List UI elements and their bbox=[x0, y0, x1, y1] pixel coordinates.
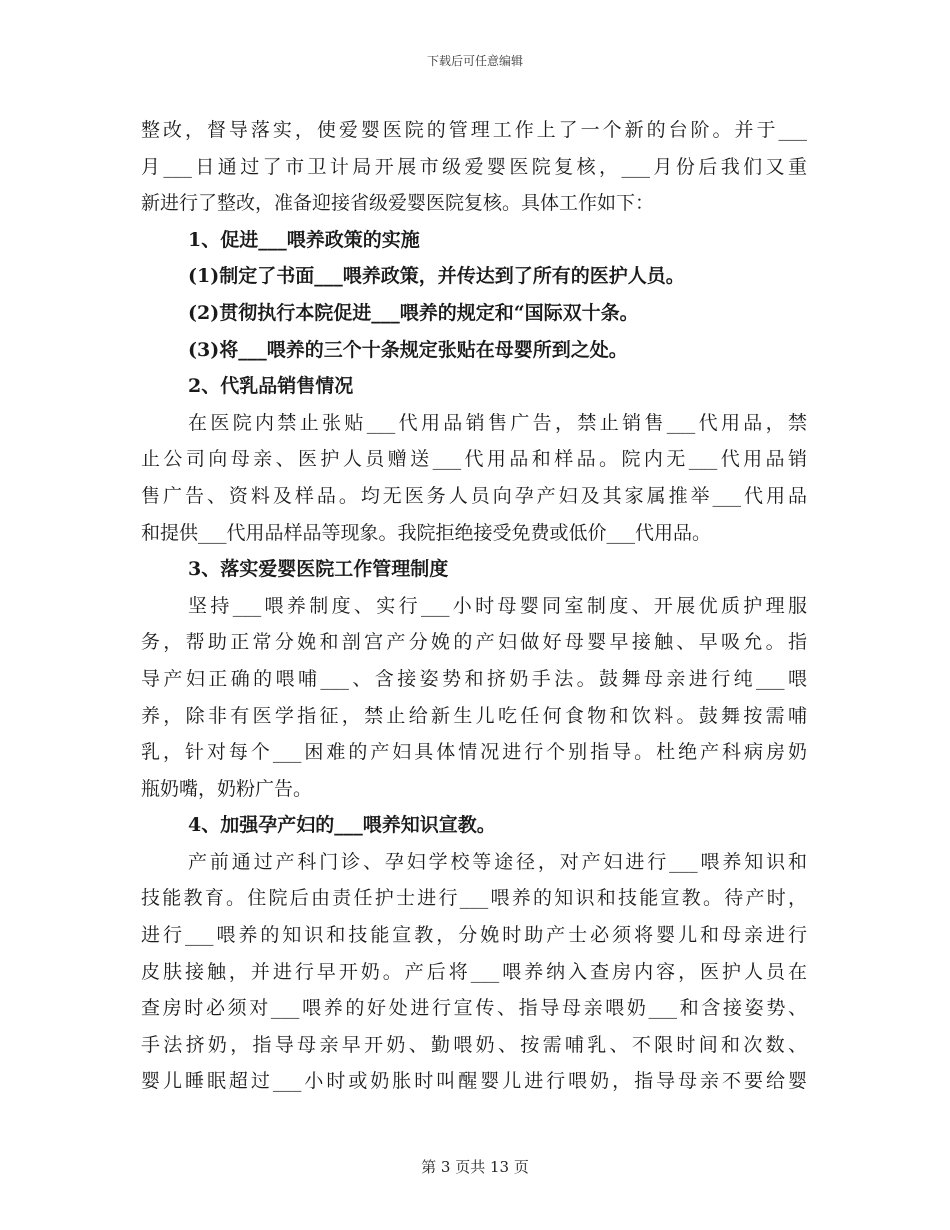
section-heading-4: 4、加强孕产妇的___喂养知识宣教。 bbox=[188, 814, 496, 837]
page-header: 下载后可任意编辑 bbox=[426, 54, 523, 68]
section-heading-2: 2、代乳品销售情况 bbox=[188, 375, 354, 398]
document-body bbox=[141, 112, 807, 1100]
paragraph-line: 查房时必须对___喂养的好处进行宣传、指导母亲喂奶___和含接姿势、 bbox=[141, 997, 807, 1020]
paragraph-line: 售广告、资料及样品。均无医务人员向孕产妇及其家属推举___代用品 bbox=[141, 484, 807, 507]
paragraph-line: 产前通过产科门诊、孕妇学校等途径，对产妇进行___喂养知识和 bbox=[188, 850, 807, 873]
paragraph-line: 婴儿睡眠超过___小时或奶胀时叫醒婴儿进行喂奶，指导母亲不要给婴 bbox=[141, 1070, 807, 1093]
paragraph-line: 乳，针对每个___困难的产妇具体情况进行个别指导。杜绝产科病房奶 bbox=[141, 741, 807, 764]
paragraph-line: 整改，督导落实，使爱婴医院的管理工作上了一个新的台阶。并于___ bbox=[141, 119, 807, 141]
paragraph-line: 务，帮助正常分娩和剖宫产分娩的产妇做好母婴早接触、早吸允。指 bbox=[141, 631, 807, 654]
paragraph-line: 新进行了整改，准备迎接省级爱婴医院复核。具体工作如下： bbox=[141, 192, 655, 215]
paragraph-line: 和提供___代用品样品等现象。我院拒绝接受免费或低价___代用品。 bbox=[141, 521, 712, 544]
section-heading-1: 1、促进___喂养政策的实施 bbox=[188, 228, 420, 251]
list-item-2: (2)贯彻执行本院促进___喂养的规定和“国际双十条。 bbox=[188, 301, 639, 324]
section-heading-3: 3、落实爱婴医院工作管理制度 bbox=[188, 558, 449, 581]
paragraph-line: 养，除非有医学指征，禁止给新生儿吃任何食物和饮料。鼓舞按需哺 bbox=[141, 704, 807, 727]
paragraph-line: 坚持___喂养制度、实行___小时母婴同室制度、开展优质护理服 bbox=[188, 594, 807, 617]
paragraph-line: 瓶奶嘴，奶粉广告。 bbox=[141, 777, 313, 800]
paragraph-line: 导产妇正确的喂哺___、含接姿势和挤奶手法。鼓舞母亲进行纯___喂 bbox=[141, 667, 807, 690]
paragraph-line: 在医院内禁止张贴___代用品销售广告，禁止销售___代用品，禁 bbox=[188, 411, 807, 434]
page-footer: 第 3 页共 13 页 bbox=[421, 1158, 529, 1176]
paragraph-line: 月___日通过了市卫计局开展市级爱婴医院复核，___月份后我们又重 bbox=[141, 155, 807, 178]
list-item-3: (3)将___喂养的三个十条规定张贴在母婴所到之处。 bbox=[188, 338, 628, 361]
paragraph-line: 止公司向母亲、医护人员赠送___代用品和样品。院内无___代用品销 bbox=[141, 448, 807, 471]
paragraph-line: 皮肤接触，并进行早开奶。产后将___喂养纳入查房内容，医护人员在 bbox=[141, 960, 807, 983]
list-item-1: (1)制定了书面___喂养政策，并传达到了所有的医护人员。 bbox=[188, 265, 685, 288]
paragraph-line: 手法挤奶，指导母亲早开奶、勤喂奶、按需哺乳、不限时间和次数、 bbox=[141, 1033, 807, 1056]
paragraph-line: 进行___喂养的知识和技能宣教，分娩时助产士必须将婴儿和母亲进行 bbox=[141, 924, 807, 947]
paragraph-line: 技能教育。住院后由责任护士进行___喂养的知识和技能宣教。待产时， bbox=[141, 887, 807, 910]
